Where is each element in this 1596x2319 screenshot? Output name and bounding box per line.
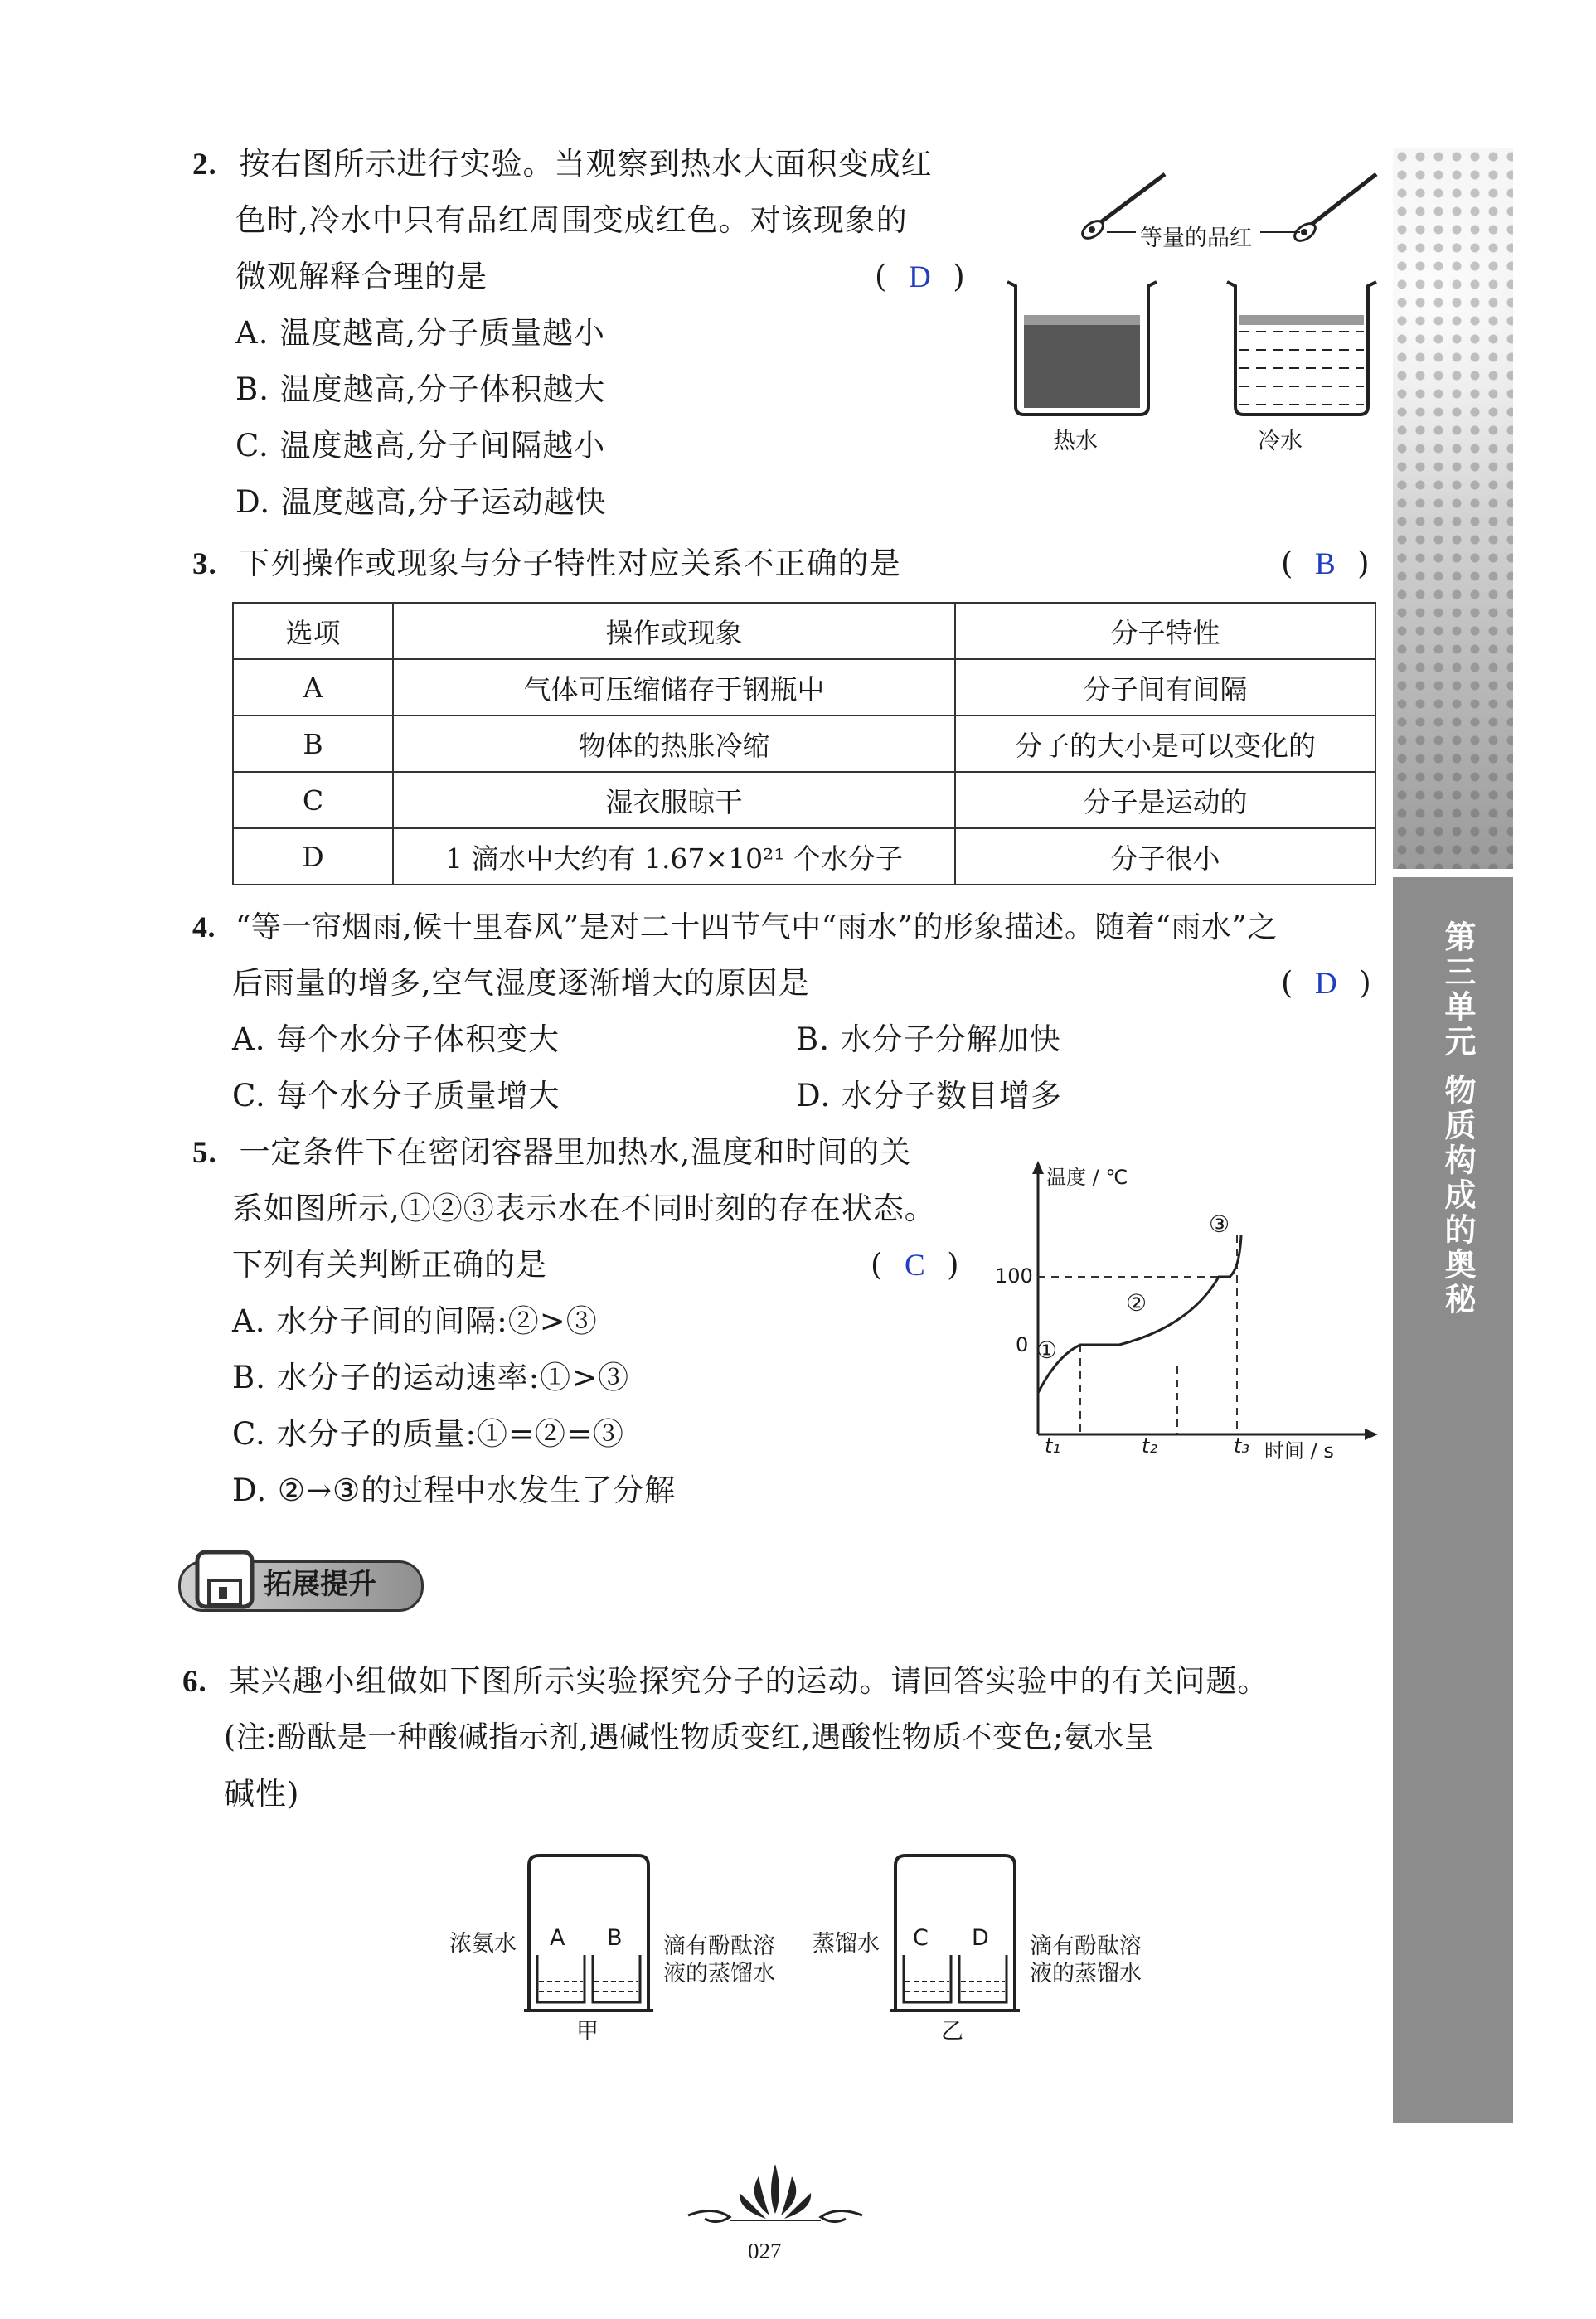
q5-option-c: C. 水分子的质量:①=②=③ <box>232 1416 624 1452</box>
beaker-b-label: B <box>607 1925 623 1951</box>
label-phenolphthalein-3: 滴有酚酞溶 <box>1030 1933 1142 1959</box>
caption-yi: 乙 <box>941 2019 963 2045</box>
hot-water-dye <box>1024 325 1140 408</box>
y-tick-0: 0 <box>1016 1333 1029 1356</box>
label-distilled-water: 蒸馏水 <box>813 1931 880 1957</box>
q4-line <box>192 907 1278 948</box>
q3-number: 3. <box>192 547 217 581</box>
table-cell: 分子是运动的 <box>955 772 1375 828</box>
table-cell: 1 滴水中大约有 1.67×10²¹ 个水分子 <box>393 828 955 885</box>
q4-line2: 后雨量的增多,空气湿度逐渐增大的原因是 <box>232 965 810 1001</box>
q5-line3: 下列有关判断正确的是 <box>232 1247 547 1283</box>
q6-line <box>182 1662 1269 1702</box>
q2-line <box>192 144 933 185</box>
x-tick-t2: t₂ <box>1142 1434 1158 1458</box>
table-row <box>233 772 1375 828</box>
q4-option-a: A. 每个水分子体积变大 <box>232 1021 560 1057</box>
q2-figure-beakers <box>987 158 1393 456</box>
table-cell: 分子很小 <box>955 828 1375 885</box>
y-tick-100: 100 <box>995 1264 1033 1288</box>
q6-line3: 碱性) <box>224 1776 300 1812</box>
label-phenolphthalein-4: 液的蒸馏水 <box>1030 1961 1142 1987</box>
q2-answer-bracket: ( D ) <box>875 259 966 294</box>
q4-answer: D <box>1314 967 1338 1001</box>
q2-line3: 微观解释合理的是 <box>235 259 488 294</box>
x-tick-t1: t₁ <box>1045 1434 1061 1458</box>
q5-temperature-chart <box>978 1152 1385 1468</box>
q3-answer-bracket: ( B ) <box>1281 546 1370 581</box>
beaker-d-label: D <box>972 1925 989 1951</box>
q2-number: 2. <box>192 148 217 182</box>
q2-answer: D <box>908 260 932 294</box>
q4-option-b: B. 水分子分解加快 <box>796 1021 1061 1057</box>
table-header-cell: 操作或现象 <box>393 603 955 659</box>
section-title: 拓展提升 <box>264 1568 376 1601</box>
q5-answer-bracket: ( C ) <box>871 1247 960 1283</box>
caption-jia: 甲 <box>576 2019 599 2045</box>
q2-label-dye: 等量的品红 <box>1140 226 1252 251</box>
table-header-row <box>233 603 1375 659</box>
q2-option-a: A. 温度越高,分子质量越小 <box>235 315 606 351</box>
table-cell: B <box>233 716 393 772</box>
q2-label-hot: 热水 <box>1053 429 1098 454</box>
q5-option-d: D. ②→③的过程中水发生了分解 <box>232 1472 677 1508</box>
table-row <box>233 659 1375 716</box>
table-header-cell: 选项 <box>233 603 393 659</box>
sidebar-dot-pattern <box>1393 148 1513 869</box>
q5-answer: C <box>904 1249 926 1283</box>
table-row <box>233 716 1375 772</box>
q2-line2: 色时,冷水中只有品红周围变成红色。对该现象的 <box>235 202 908 238</box>
q4-line1: “等一帘烟雨,候十里春风”是对二十四节气中“雨水”的形象描述。随着“雨水”之 <box>235 910 1278 944</box>
q2-option-c: C. 温度越高,分子间隔越小 <box>235 428 606 463</box>
q5-option-a: A. 水分子间的间隔:②>③ <box>232 1303 598 1339</box>
marker-state-1: ① <box>1036 1337 1058 1364</box>
q5-line1: 一定条件下在密闭容器里加热水,温度和时间的关 <box>239 1134 912 1170</box>
q6-number: 6. <box>182 1665 207 1699</box>
marker-state-2: ② <box>1126 1289 1147 1317</box>
x-tick-t3: t₃ <box>1234 1434 1250 1458</box>
q5-option-b: B. 水分子的运动速率:①>③ <box>232 1360 630 1395</box>
q2-label-cold: 冷水 <box>1258 429 1303 454</box>
table-header-cell: 分子特性 <box>955 603 1375 659</box>
q3-answer: B <box>1314 547 1336 581</box>
beaker-a-label: A <box>550 1925 565 1951</box>
label-ammonia: 浓氨水 <box>449 1931 517 1957</box>
q5-number: 5. <box>192 1136 217 1170</box>
x-axis-label: 时间 / s <box>1264 1439 1334 1463</box>
table-cell: 物体的热胀冷缩 <box>393 716 955 772</box>
table-cell: 分子间有间隔 <box>955 659 1375 716</box>
q3-stem: 下列操作或现象与分子特性对应关系不正确的是 <box>239 546 901 581</box>
table-cell: 气体可压缩储存于钢瓶中 <box>393 659 955 716</box>
table-cell: D <box>233 828 393 885</box>
q4-option-c: C. 每个水分子质量增大 <box>232 1078 560 1113</box>
figure-yi-jar <box>889 1849 1021 2015</box>
footer-ornament-icon <box>680 2147 871 2230</box>
q2-line1: 按右图所示进行实验。当观察到热水大面积变成红 <box>239 146 933 182</box>
q5-line <box>192 1133 911 1173</box>
table-cell: 湿衣服晾干 <box>393 772 955 828</box>
spoon-right-icon <box>1292 174 1376 245</box>
q2-option-b: B. 温度越高,分子体积越大 <box>235 371 606 407</box>
marker-state-3: ③ <box>1209 1210 1230 1238</box>
floppy-disk-icon <box>192 1547 259 1613</box>
label-phenolphthalein-1: 滴有酚酞溶 <box>663 1933 775 1959</box>
q6-line1: 某兴趣小组做如下图所示实验探究分子的运动。请回答实验中的有关问题。 <box>229 1663 1269 1699</box>
page-number: 027 <box>748 2239 782 2263</box>
q5-line2: 系如图所示,①②③表示水在不同时刻的存在状态。 <box>232 1191 936 1226</box>
q4-answer-bracket: ( D ) <box>1281 965 1372 1001</box>
q3-table <box>232 602 1376 885</box>
q4-number: 4. <box>192 910 216 944</box>
y-axis-label: 温度 / ℃ <box>1046 1166 1128 1189</box>
table-cell: A <box>233 659 393 716</box>
table-cell: 分子的大小是可以变化的 <box>955 716 1375 772</box>
q6-line2: (注:酚酞是一种酸碱指示剂,遇碱性物质变红,遇酸性物质不变色;氨水呈 <box>224 1720 1155 1754</box>
figure-jia-jar <box>522 1849 655 2015</box>
beaker-c-label: C <box>913 1925 929 1951</box>
q4-option-d: D. 水分子数目增多 <box>796 1078 1062 1113</box>
unit-title: 第三单元 物质构成的奥秘 <box>1439 920 1476 1318</box>
q2-option-d: D. 温度越高,分子运动越快 <box>235 484 607 520</box>
q3-line <box>192 544 901 585</box>
label-phenolphthalein-2: 液的蒸馏水 <box>663 1961 775 1987</box>
table-row <box>233 828 1375 885</box>
table-cell: C <box>233 772 393 828</box>
